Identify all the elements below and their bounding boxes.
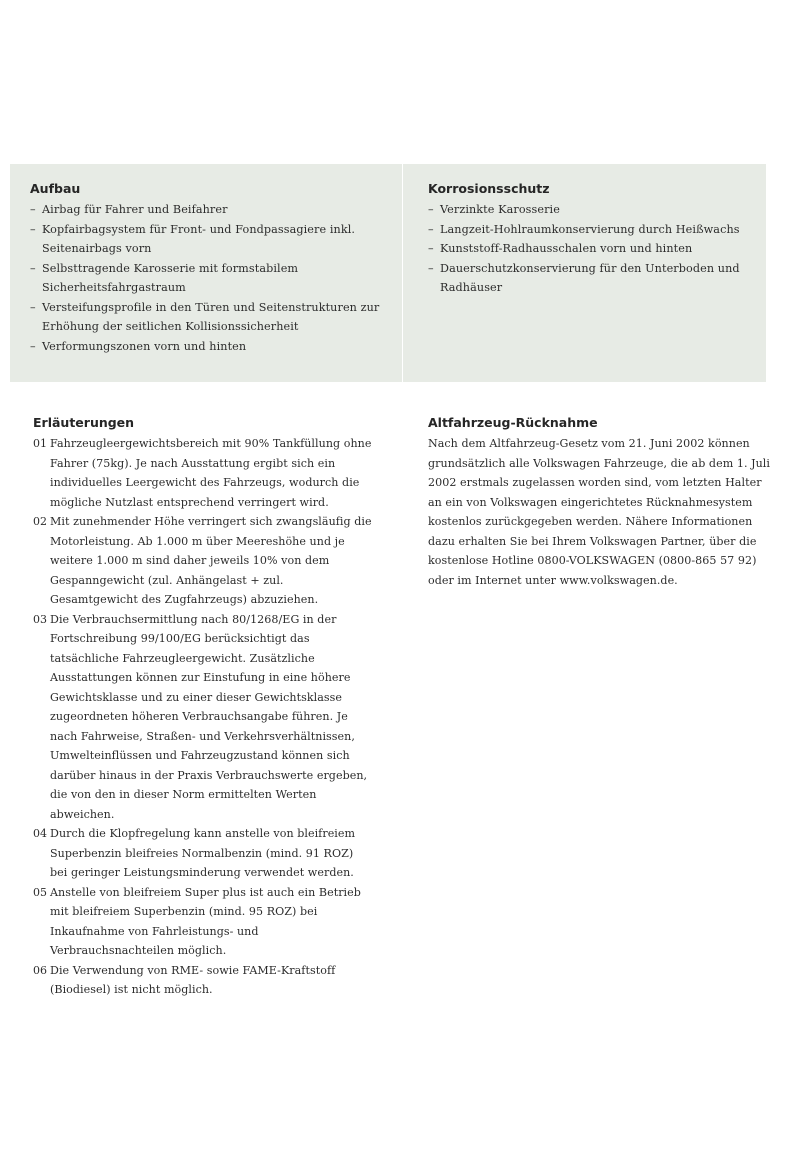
- footnote-item: [33, 610, 373, 825]
- list-item: – Langzeit-Hohlraumkonservierung durch Heißwachs: [428, 220, 752, 240]
- erlaeuterungen-section: [33, 415, 373, 1000]
- list-item: – Dauerschutzkonservierung für den Unterboden und Radhäuser: [428, 259, 752, 298]
- list-item: – Selbsttragende Karosserie mit formstabilem Sicherheitsfahrgastraum: [30, 259, 388, 298]
- altfahrzeug-heading: Altfahrzeug-Rücknahme: [428, 415, 598, 430]
- footnote-item: [33, 824, 373, 883]
- korrosionsschutz-heading: Korrosionsschutz: [428, 181, 550, 196]
- footnote-text: Die Verbrauchsermittlung nach 80/1268/EG in der Fortschreibung 99/100/EG berücksichtigt das tatsächliche Fahrzeugleergewicht. Zusätzliche Ausstattungen können zur Einstufung in eine höhere Gewichtsklasse und zu einer dieser Gewichtsklasse zugeordneten höheren Verbrauchsangabe führen. Je nach Fahrweise, Straßen- und Verkehrsverhältnissen, Umwelteinflüssen und Fahrzeugzustand können sich darüber hinaus in der Praxis Verbrauchswerte ergeben, die von den in dieser Norm ermittelten Werten abweichen.: [50, 612, 368, 821]
- footnote-number: 01: [33, 437, 47, 450]
- erlaeuterungen-heading: Erläuterungen: [33, 415, 135, 430]
- footnote-text: Die Verwendung von RME- sowie FAME-Kraftstoff (Biodiesel) ist nicht möglich.: [50, 963, 336, 996]
- footnote-number: 03: [33, 612, 47, 626]
- footnote-item: [33, 434, 373, 512]
- footnote-number: 05: [33, 885, 47, 899]
- footnote-number: 02: [33, 515, 47, 528]
- footnote-text: Durch die Klopfregelung kann anstelle von bleifreiem Superbenzin bleifreies Normalbenzin (mind. 91 ROZ) bei geringer Leistungsminderung verwendet werden.: [50, 827, 356, 879]
- aufbau-box: [10, 164, 402, 382]
- list-item: – Verzinkte Karosserie: [428, 200, 752, 220]
- footnote-list: [33, 434, 373, 1000]
- footnote-number: 04: [33, 827, 47, 840]
- footnote-item: [33, 512, 373, 610]
- aufbau-heading: Aufbau: [30, 181, 81, 196]
- footnote-text: Mit zunehmender Höhe verringert sich zwangsläufig die Motorleistung. Ab 1.000 m über Meereshöhe und je weitere 1.000 m sind daher jeweils 10% von dem Gespanngewicht (zul. Anhängelast + zul. Gesamtgewicht des Zugfahrzeugs) abzuziehen.: [50, 515, 372, 606]
- altfahrzeug-text: Nach dem Altfahrzeug-Gesetz vom 21. Juni 2002 können grundsätzlich alle Volkswagen Fahrzeuge, die ab dem 1. Juli 2002 erstmals zugelassen worden sind, vom letzten Halter an ein von Volkswagen eingerichtetes Rücknahmesystem kostenlos zurückgegeben werden. Nähere Informationen dazu erhalten Sie bei Ihrem Volkswagen Partner, über die kostenlose Hotline 0800-VOLKSWAGEN (0800-865 57 92) oder im Internet unter www.volkswagen.de.: [428, 437, 770, 587]
- list-item: – Kunststoff-Radhausschalen vorn und hinten: [428, 239, 752, 259]
- list-item: – Kopfairbagsystem für Front- und Fondpassagiere inkl. Seitenairbags vorn: [30, 220, 388, 259]
- footnote-text: Anstelle von bleifreiem Super plus ist auch ein Betrieb mit bleifreiem Superbenzin (mind. 95 ROZ) bei Inkaufnahme von Fahrleistungs- und Verbrauchsnachteilen möglich.: [50, 885, 361, 957]
- list-item: – Airbag für Fahrer und Beifahrer: [30, 200, 388, 220]
- altfahrzeug-section: [428, 415, 773, 590]
- list-item: – Verformungszonen vorn und hinten: [30, 337, 388, 357]
- footnote-number: 06: [33, 963, 47, 977]
- aufbau-list: [30, 200, 388, 356]
- footnote-text: Fahrzeugleergewichtsbereich mit 90% Tankfüllung ohne Fahrer (75kg). Je nach Ausstattung ergibt sich ein individuelles Leergewicht des Fahrzeugs, wodurch die mögliche Nutzlast entsprechend verringert wird.: [50, 437, 372, 509]
- list-item: – Versteifungsprofile in den Türen und Seitenstrukturen zur Erhöhung der seitlichen Kollisionssicherheit: [30, 298, 388, 337]
- footnote-item: [33, 961, 373, 1000]
- korrosionsschutz-list: [428, 200, 752, 298]
- korrosionsschutz-box: [403, 164, 766, 382]
- footnote-item: [33, 883, 373, 961]
